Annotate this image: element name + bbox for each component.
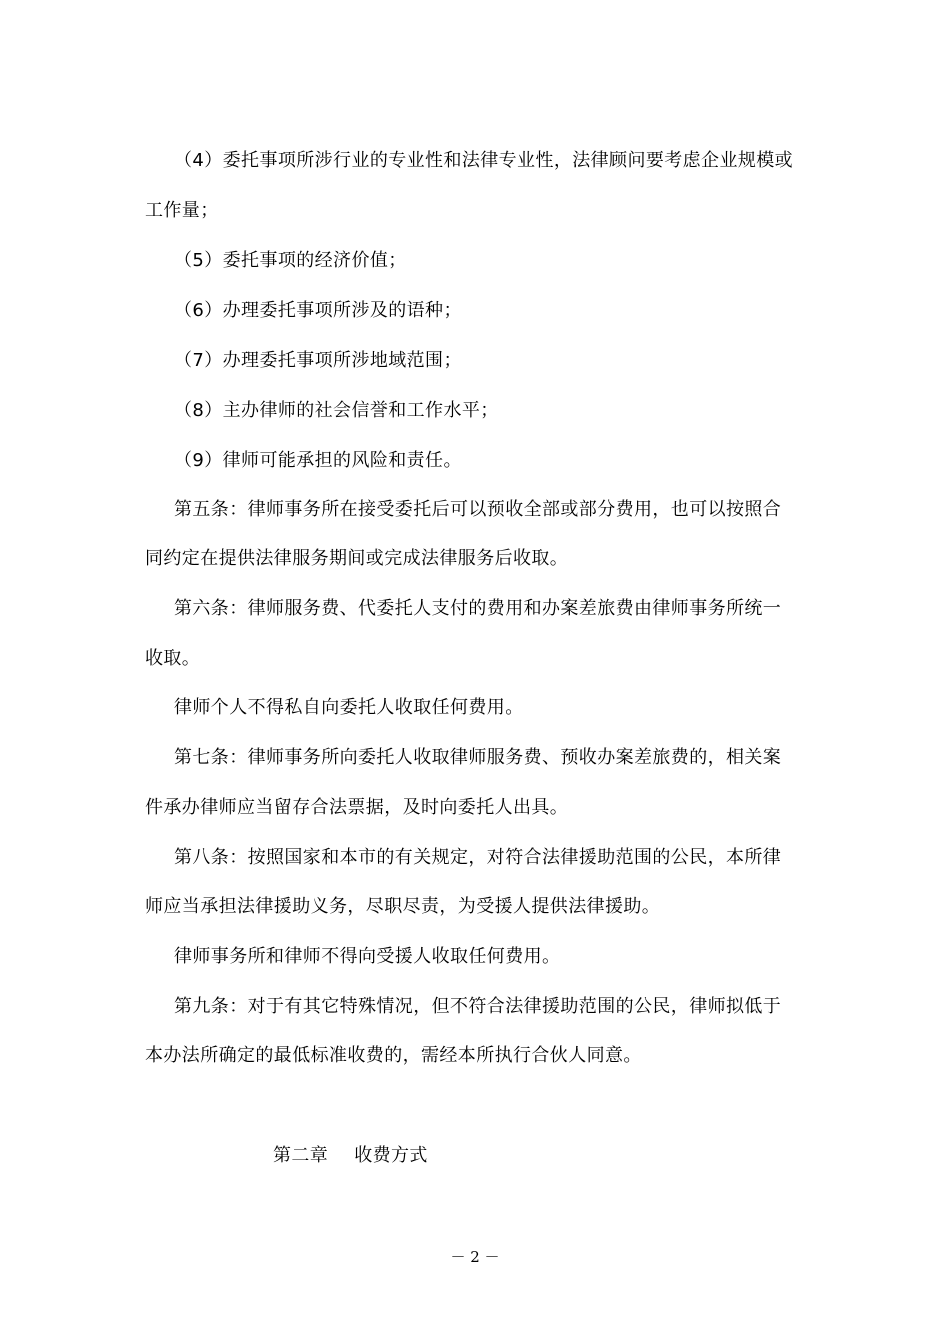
paragraph-line: 第六条：律师服务费、代委托人支付的费用和办案差旅费由律师事务所统一 <box>174 598 782 619</box>
chapter-number: 第二章 <box>273 1145 329 1166</box>
paragraph-line: 第五条：律师事务所在接受委托后可以预收全部或部分费用，也可以按照合 <box>174 499 782 520</box>
chapter-title: 收费方式 <box>354 1145 428 1166</box>
paragraph-line: 律师个人不得私自向委托人收取任何费用。 <box>174 697 524 718</box>
paragraph-line: 件承办律师应当留存合法票据，及时向委托人出具。 <box>145 797 569 818</box>
paragraph-line: （9）律师可能承担的风险和责任。 <box>174 450 462 471</box>
paragraph-line: 本办法所确定的最低标准收费的，需经本所执行合伙人同意。 <box>145 1045 642 1066</box>
paragraph-line: 律师事务所和律师不得向受援人收取任何费用。 <box>174 946 561 967</box>
paragraph-line: 第七条：律师事务所向委托人收取律师服务费、预收办案差旅费的，相关案 <box>174 747 782 768</box>
paragraph-line: 同约定在提供法律服务期间或完成法律服务后收取。 <box>145 548 569 569</box>
chapter-heading <box>0 1143 950 1169</box>
paragraph-line: 第八条：按照国家和本市的有关规定，对符合法律援助范围的公民，本所律 <box>174 847 782 868</box>
paragraph-line: （6）办理委托事项所涉及的语种； <box>174 300 462 321</box>
paragraph-line: 师应当承担法律援助义务，尽职尽责，为受援人提供法律援助。 <box>145 896 661 917</box>
paragraph-line: （5）委托事项的经济价值； <box>174 250 407 271</box>
paragraph-line: 收取。 <box>145 648 201 669</box>
paragraph-line: 工作量； <box>145 200 219 221</box>
paragraph-line: （4）委托事项所涉行业的专业性和法律专业性，法律顾问要考虑企业规模或 <box>174 150 794 171</box>
paragraph-line: 第九条：对于有其它特殊情况，但不符合法律援助范围的公民，律师拟低于 <box>174 996 782 1017</box>
paragraph-line: （7）办理委托事项所涉地域范围； <box>174 350 462 371</box>
page-number: － 2 － <box>450 1248 500 1266</box>
paragraph-line: （8）主办律师的社会信誉和工作水平； <box>174 400 499 421</box>
